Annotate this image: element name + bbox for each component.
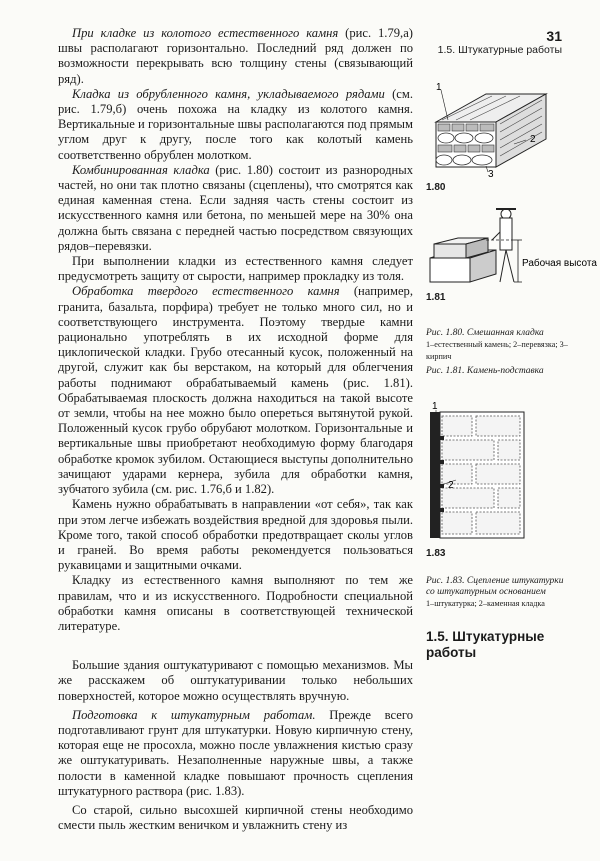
page-number: 31: [546, 28, 562, 44]
term: Подготовка к штукатурным работам.: [72, 707, 316, 722]
term: Комбинированная кладка: [72, 162, 210, 177]
figure-1-81-work-height-label: Рабочая высота: [522, 258, 597, 269]
paragraph-6: Камень нужно обрабатывать в направлении «от себя», так как при этом легче избежать воздействия вредной для здоровья пыли. Кроме того, такой способ обработки предотвращает сколы углов и граней. Во время работы рекомендуется пользоваться рукавицами и защитными очками.: [58, 497, 413, 573]
figure-1-83-label-1: 1: [432, 401, 438, 412]
figure-1-83-illustration: [426, 400, 526, 540]
term: Обработка твердого естественного камня: [72, 284, 340, 299]
caption-legend: 1–штукатурка; 2–каменная кладка: [426, 599, 545, 608]
term: При кладке из колотого естественного камня: [72, 26, 339, 40]
term: Кладка из обрубленного камня, укладываемого рядами: [72, 86, 385, 101]
figure-1-81-number: 1.81: [426, 292, 446, 303]
main-text-column: [58, 26, 413, 833]
paragraph-3: Комбинированная кладка (рис. 1.80) состоит из разнородных частей, но они так плотно связаны (сцеплены), что смотрятся как единая каменная стена. Если задняя часть стены состоит из искусственного камня или бетона, по меньшей мере на 30% она должна быть связана с передней частью посредством связующих рядов–перевязки.: [58, 162, 413, 253]
caption-title: Рис. 1.81. Камень-подставка: [426, 366, 544, 376]
figure-1-83-caption: [426, 576, 572, 610]
caption-title: Рис. 1.80. Смешанная кладка: [426, 328, 544, 338]
figure-1-80-label-1: 1: [436, 82, 442, 93]
running-head: 1.5. Штукатурные работы: [437, 44, 562, 56]
figure-1-83-number: 1.83: [426, 548, 446, 559]
paragraph-10: Со старой, сильно высохшей кирпичной стены необходимо смести пыль жестким веничком и увлажнить стену из: [58, 802, 413, 833]
paragraph-8: Большие здания оштукатуривают с помощью механизмов. Мы же расскажем об оштукатуривании только небольших поверхностей, которое можно осуществлять вручную.: [58, 658, 413, 703]
paragraph-5: Обработка твердого естественного камня (например, гранита, базальта, порфира) требует не только много сил, но и соответствующего инструмента. Поэтому твердые камни рационально употреблять в их исходной форме для циклопической кладки. Грубо отесанный кусок, положенный на другой, служит как бы верстаком, на который для облегчения работы поднимают обрабатываемый камень (рис. 1.81). Обрабатываемая плоскость должна находиться на такой высоте от земли, чтобы на нее можно было опереться вытянутой рукой. Положенный кусок грубо обрубают молотком. Горизонтальные и вертикальные швы приобретают необходимую форму благодаря обработке кромок зубилом. Остающиеся выступы дополнительно зачищают ударами кернера, зубила для обработки камня, зубчатого зубила (см. рис. 1.76,б и 1.82).: [58, 284, 413, 497]
paragraph-9: Подготовка к штукатурным работам. Прежде всего подготавливают грунт для штукатурки. Новую кирпичную стену, которая еще не просохла, можно после увлажнения кистью сразу же оштукатуривать. Незаполненные наружные швы, а также полости в каменной кладке повышают прочность сцепления штукатурного раствора (рис. 1.83).: [58, 707, 413, 798]
figure-1-80-illustration: [426, 82, 566, 180]
figure-1-80-label-3: 3: [488, 169, 494, 180]
figure-1-83-label-2: 2: [448, 480, 454, 491]
paragraph-1: При кладке из колотого естественного камня (рис. 1.79,а) швы располагают горизонтально. Последний ряд должен по возможности перекрывать всю толщину стены (связывающий ряд).: [58, 26, 413, 86]
figure-1-80-label-2: 2: [530, 134, 536, 145]
figure-1-80-number: 1.80: [426, 182, 446, 193]
paragraph-4: При выполнении кладки из естественного камня следует предусмотреть защиту от сырости, например прокладку из толя.: [58, 254, 413, 284]
figure-1-81-illustration: [426, 208, 597, 288]
section-heading: 1.5. Штукатурные работы: [426, 629, 545, 660]
caption-title: Рис. 1.83. Сцепление штукатурки со штукатурным основанием: [426, 576, 564, 597]
paragraph-2: Кладка из обрубленного камня, укладываемого рядами (см. рис. 1.79,б) очень похожа на кладку из колотого камня. Вертикальные и горизонтальные швы располагаются под прямым углом друг к другу, после того как колотый камень соответственно обрублен молотком.: [58, 86, 413, 162]
paragraph-7: Кладку из естественного камня выполняют по тем же правилам, что и из искусственного. Подробности специальной обработки камня описаны в соответствующей технической литературе.: [58, 573, 413, 633]
caption-legend: 1–естественный камень; 2–перевязка; 3–кирпич: [426, 340, 568, 361]
figure-1-80-caption: [426, 328, 572, 363]
figure-1-81-caption: [426, 366, 572, 377]
